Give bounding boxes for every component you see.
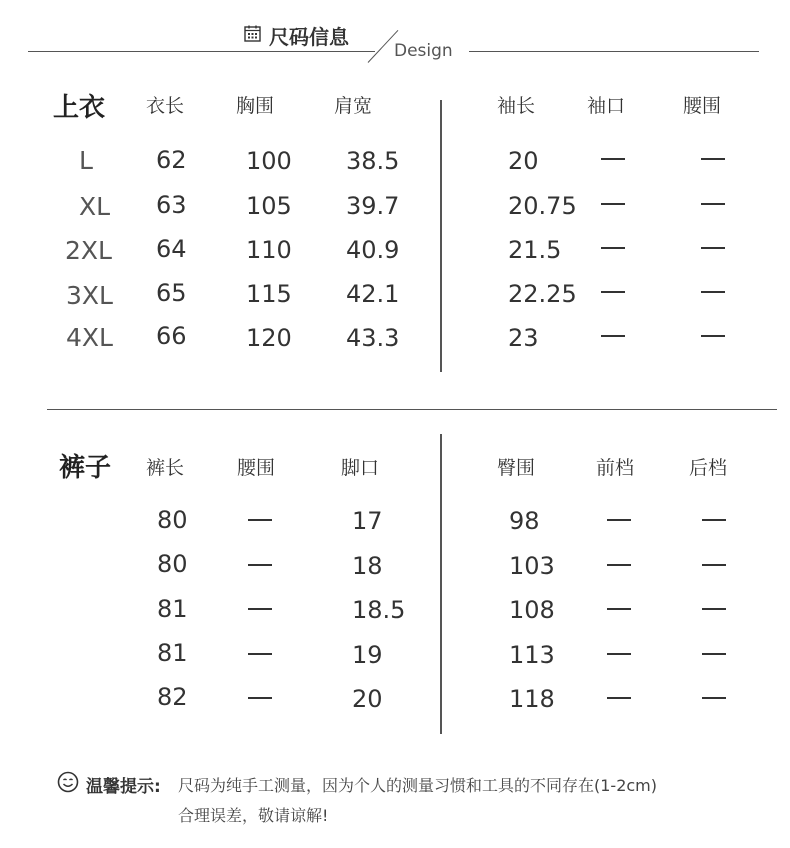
dash-cell: [702, 697, 726, 699]
dash-cell: [701, 291, 725, 293]
top-column-divider: [440, 100, 442, 372]
table-cell: 118: [509, 685, 555, 713]
table-cell: 38.5: [346, 147, 400, 175]
dash-cell: [248, 519, 272, 521]
size-label: 2XL: [65, 236, 112, 265]
top-col-header: 腰围: [683, 95, 722, 117]
table-cell: 39.7: [346, 192, 400, 220]
table-cell: 23: [508, 324, 539, 352]
table-cell: 64: [156, 235, 187, 263]
table-cell: 120: [246, 324, 292, 352]
bottom-col-header: 裤长: [146, 457, 185, 479]
table-cell: 81: [157, 595, 188, 623]
table-cell: 18.5: [352, 596, 406, 624]
header-divider-left: [28, 51, 375, 52]
dash-cell: [701, 158, 725, 160]
top-col-header: 衣长: [146, 95, 185, 117]
header-divider-right: [469, 51, 759, 52]
dash-cell: [601, 291, 625, 293]
table-cell: 80: [157, 550, 188, 578]
top-col-header: 袖长: [497, 95, 536, 117]
bottom-col-header: 腰围: [237, 457, 276, 479]
table-cell: 21.5: [508, 236, 562, 264]
top-col-header: 肩宽: [334, 95, 373, 117]
table-cell: 81: [157, 639, 188, 667]
dash-cell: [702, 519, 726, 521]
section-divider: [47, 409, 777, 410]
top-col-header: 胸围: [236, 95, 275, 117]
dash-cell: [702, 653, 726, 655]
top-section-title: 上衣: [53, 93, 106, 123]
dash-cell: [607, 519, 631, 521]
bottom-col-header: 前档: [596, 457, 635, 479]
dash-cell: [702, 564, 726, 566]
table-cell: 98: [509, 507, 540, 535]
smiley-icon: [57, 771, 79, 793]
dash-cell: [601, 203, 625, 205]
size-label: XL: [79, 192, 111, 221]
tip-text-line2: 合理误差，敬请谅解!: [178, 806, 329, 825]
tip-label: 温馨提示:: [86, 777, 161, 797]
calendar-icon: [244, 25, 261, 42]
table-cell: 62: [156, 146, 187, 174]
dash-cell: [607, 564, 631, 566]
bottom-section-title: 裤子: [59, 453, 112, 483]
dash-cell: [601, 335, 625, 337]
table-cell: 105: [246, 192, 292, 220]
tip-text-line1: 尺码为纯手工测量，因为个人的测量习惯和工具的不同存在(1-2cm): [178, 776, 658, 795]
bottom-col-header: 后档: [689, 457, 728, 479]
table-cell: 80: [157, 506, 188, 534]
dash-cell: [701, 247, 725, 249]
bottom-col-header: 脚口: [341, 457, 380, 479]
table-cell: 110: [246, 236, 292, 264]
table-cell: 103: [509, 552, 555, 580]
table-cell: 115: [246, 280, 292, 308]
table-cell: 20.75: [508, 192, 577, 220]
dash-cell: [607, 653, 631, 655]
table-cell: 20: [508, 147, 539, 175]
bottom-col-header: 臀围: [497, 457, 536, 479]
table-cell: 100: [246, 147, 292, 175]
page-subtitle: Design: [394, 41, 453, 61]
table-cell: 22.25: [508, 280, 577, 308]
table-cell: 19: [352, 641, 383, 669]
size-label: 3XL: [66, 281, 113, 310]
dash-cell: [601, 247, 625, 249]
table-cell: 82: [157, 683, 188, 711]
table-cell: 65: [156, 279, 187, 307]
size-label: 4XL: [66, 323, 113, 352]
dash-cell: [248, 564, 272, 566]
table-cell: 113: [509, 641, 555, 669]
table-cell: 42.1: [346, 280, 400, 308]
bottom-column-divider: [440, 434, 442, 734]
table-cell: 20: [352, 685, 383, 713]
page-title: 尺码信息: [269, 25, 349, 49]
table-cell: 17: [352, 507, 383, 535]
table-cell: 18: [352, 552, 383, 580]
dash-cell: [248, 697, 272, 699]
top-col-header: 袖口: [587, 95, 626, 117]
dash-cell: [701, 203, 725, 205]
dash-cell: [248, 608, 272, 610]
dash-cell: [248, 653, 272, 655]
table-cell: 40.9: [346, 236, 400, 264]
table-cell: 108: [509, 596, 555, 624]
dash-cell: [607, 697, 631, 699]
dash-cell: [702, 608, 726, 610]
table-cell: 43.3: [346, 324, 400, 352]
size-label: L: [79, 146, 93, 175]
dash-cell: [601, 158, 625, 160]
dash-cell: [701, 335, 725, 337]
table-cell: 63: [156, 191, 187, 219]
dash-cell: [607, 608, 631, 610]
table-cell: 66: [156, 322, 187, 350]
